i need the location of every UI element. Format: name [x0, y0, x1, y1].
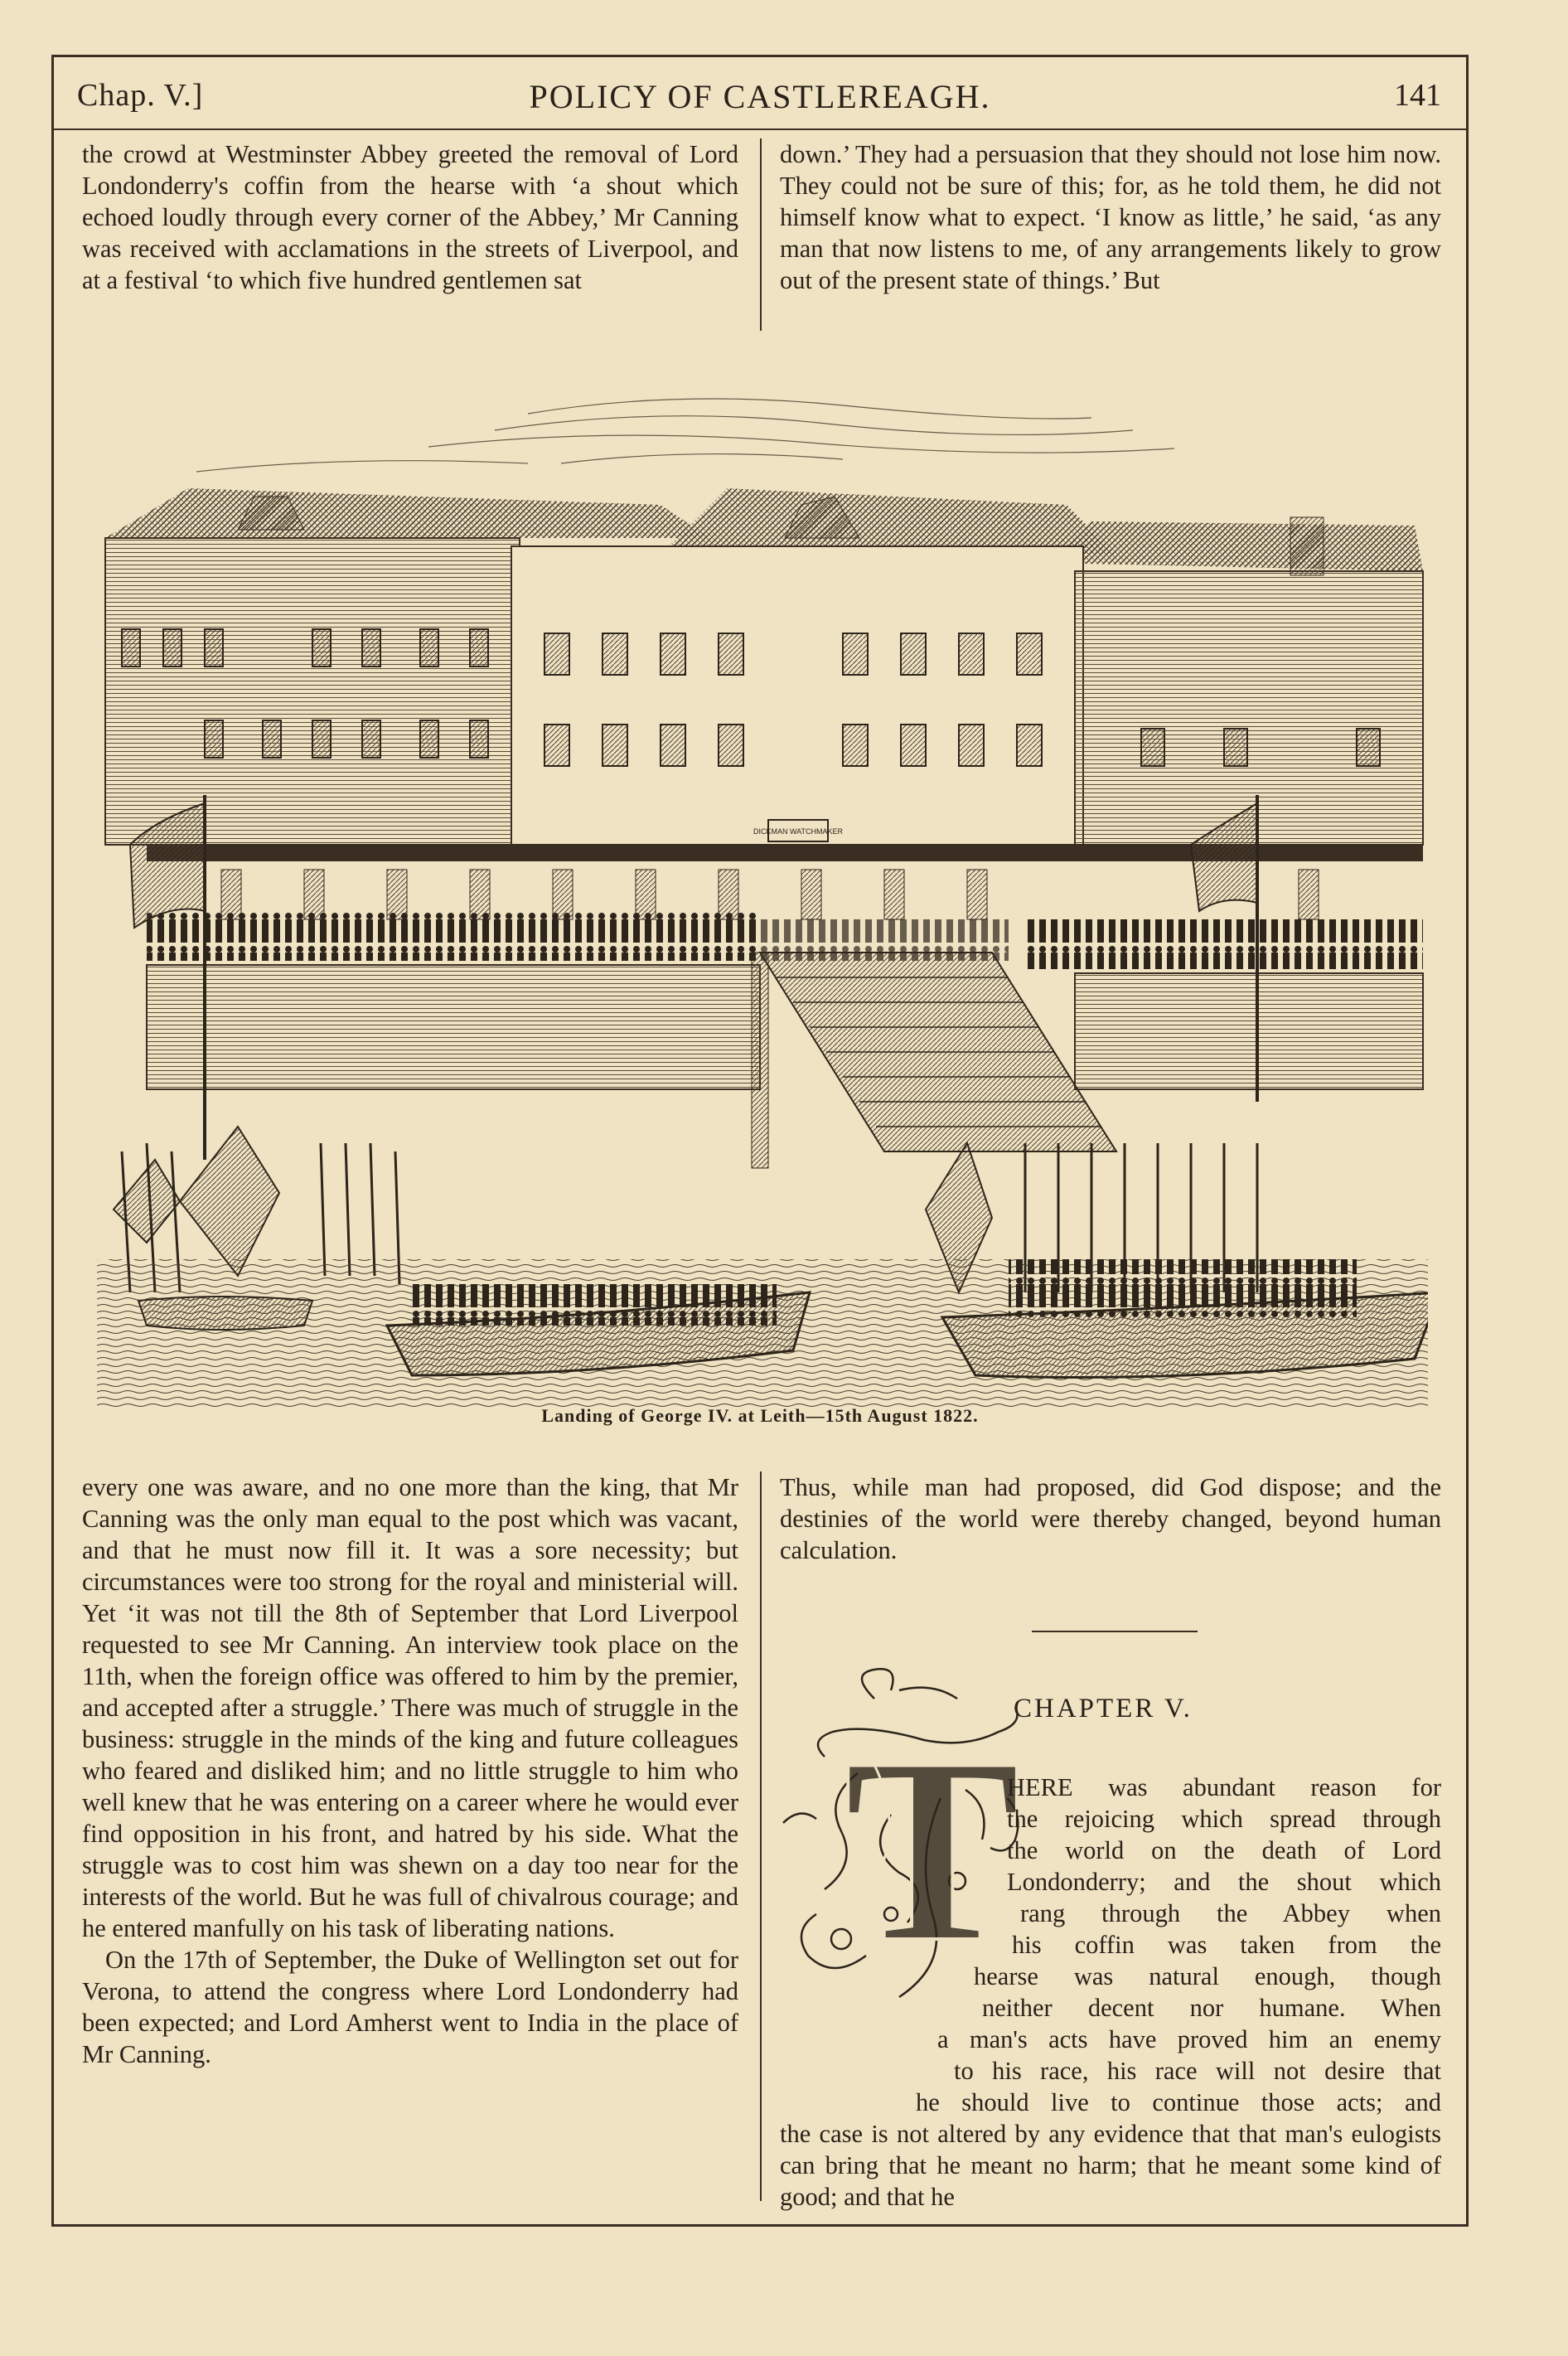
- paragraph: the crowd at Westminster Abbey greeted the removal of Lord Londonderry's coffin from the hearse with ‘a shout which echoed loudly through every corner of the Abbey,’ Mr Canning was received with acclamations in the streets of Liverpool, and at a festival ‘to which five hundred gentlemen sat: [82, 140, 738, 294]
- roof-center: [669, 488, 1116, 555]
- paragraph: down.’ They had a persuasion that they should not lose him now. They could not be sure of this; for, as he told them, he did not himself know what to expect. ‘I know as little,’ he said, ‘as any man that now listens to me, of any arrangements likely to grow out of the present state of things.’ But: [780, 140, 1441, 294]
- section-divider: [1032, 1631, 1198, 1632]
- bottom-right-column: [780, 1471, 1441, 1566]
- text-line: Londonderry; and the shout which: [1007, 1868, 1441, 1896]
- sky-clouds: [196, 399, 1174, 472]
- building-left: [105, 538, 520, 845]
- running-title: POLICY OF CASTLEREAGH.: [529, 78, 991, 115]
- paragraph: On the 17th of September, the Duke of Wellington set out for Verona, to attend the congress where Lord Londonderry had been expected; and Lord Amherst went to India in the place of Mr Canning.: [82, 1946, 738, 2068]
- column-rule-top: [760, 138, 762, 331]
- running-header: [54, 57, 1466, 130]
- text-line: he should live to continue those acts; and: [916, 2088, 1441, 2116]
- text-line: hearse was natural enough, though: [974, 1962, 1441, 1990]
- text-line: rang through the Abbey when: [1020, 1899, 1441, 1927]
- shop-sign-text: DICKMAN WATCHMAKER: [753, 827, 843, 836]
- roof-left: [105, 488, 710, 538]
- drop-cap-letter: T: [844, 1704, 1021, 1997]
- chapter-reference: Chap. V.]: [77, 78, 204, 113]
- text-line: the world on the death of Lord: [1007, 1836, 1441, 1864]
- book-page: [51, 55, 1469, 2227]
- chapter-opening-lines: [1007, 1772, 1441, 1898]
- paragraph: the case is not altered by any evidence that that man's eulogists can bring that he meant no harm; that he meant some kind of good; and that he: [780, 2120, 1441, 2211]
- chapter-lines-c: [974, 1961, 1441, 2024]
- quay-wall-right: [1075, 973, 1423, 1089]
- page-number: 141: [1394, 78, 1441, 113]
- text-line: the rejoicing which spread through: [1007, 1805, 1441, 1833]
- chapter-lines-e: [916, 2087, 1441, 2118]
- boat-left-crew: [412, 1284, 777, 1326]
- bottom-left-column: [82, 1471, 738, 2070]
- illustration-caption: Landing of George IV. at Leith—15th August 1822.: [541, 1405, 979, 1426]
- chapter-body: [780, 2118, 1441, 2213]
- text-line: neither decent nor humane. When: [982, 1994, 1441, 2022]
- column-rule-bottom: [760, 1471, 762, 2201]
- crowd-right: [1025, 919, 1423, 969]
- chapter-lines-d: [937, 2024, 1441, 2087]
- text-line: his coffin was taken from the: [1012, 1931, 1441, 1959]
- building-right: [1075, 571, 1423, 845]
- text-line: a man's acts have proved him an enemy: [937, 2025, 1441, 2053]
- quay-wall-left: [147, 965, 760, 1089]
- top-right-column: [780, 138, 1441, 296]
- chapter-lines-b: [1012, 1898, 1441, 1961]
- top-left-column: [82, 138, 738, 296]
- text-line: to his race, his race will not desire that: [954, 2057, 1441, 2085]
- chapter-heading: CHAPTER V.: [1014, 1694, 1193, 1723]
- boat-right-crew: [1009, 1259, 1357, 1317]
- crowd-left: [147, 911, 760, 961]
- paragraph: every one was aware, and no one more than the king, that Mr Canning was the only man equal to the post which was vacant, and that he must now fill it. It was a sore necessity; but circumstances were too strong for the royal and ministerial will. Yet ‘it was not till the 8th of September that Lord Liverpool requested to see Mr Canning. An interview took place on the 11th, when the foreign office was offered to him by the premier, and accepted after a struggle.’ There was much of struggle in the business: struggle in the minds of the king and future colleagues who feared and disliked him; and no little struggle to him who well knew that he was entering on a career where he would ever find opposition in his front, and hatred by his side. What the struggle was to cost him was shewn on a day too near for the interests of the world. But he was full of chivalrous courage; and he entered manfully on his task of liberating nations.: [82, 1473, 738, 1942]
- engraving-landing-of-george-iv: [97, 381, 1428, 1408]
- roof-right: [1050, 521, 1423, 571]
- paragraph: Thus, while man had proposed, did God dispose; and the destinies of the world were thereby changed, beyond human calculation.: [780, 1473, 1441, 1564]
- building-center: [511, 546, 1083, 845]
- text-line: HERE was abundant reason for: [1007, 1773, 1441, 1801]
